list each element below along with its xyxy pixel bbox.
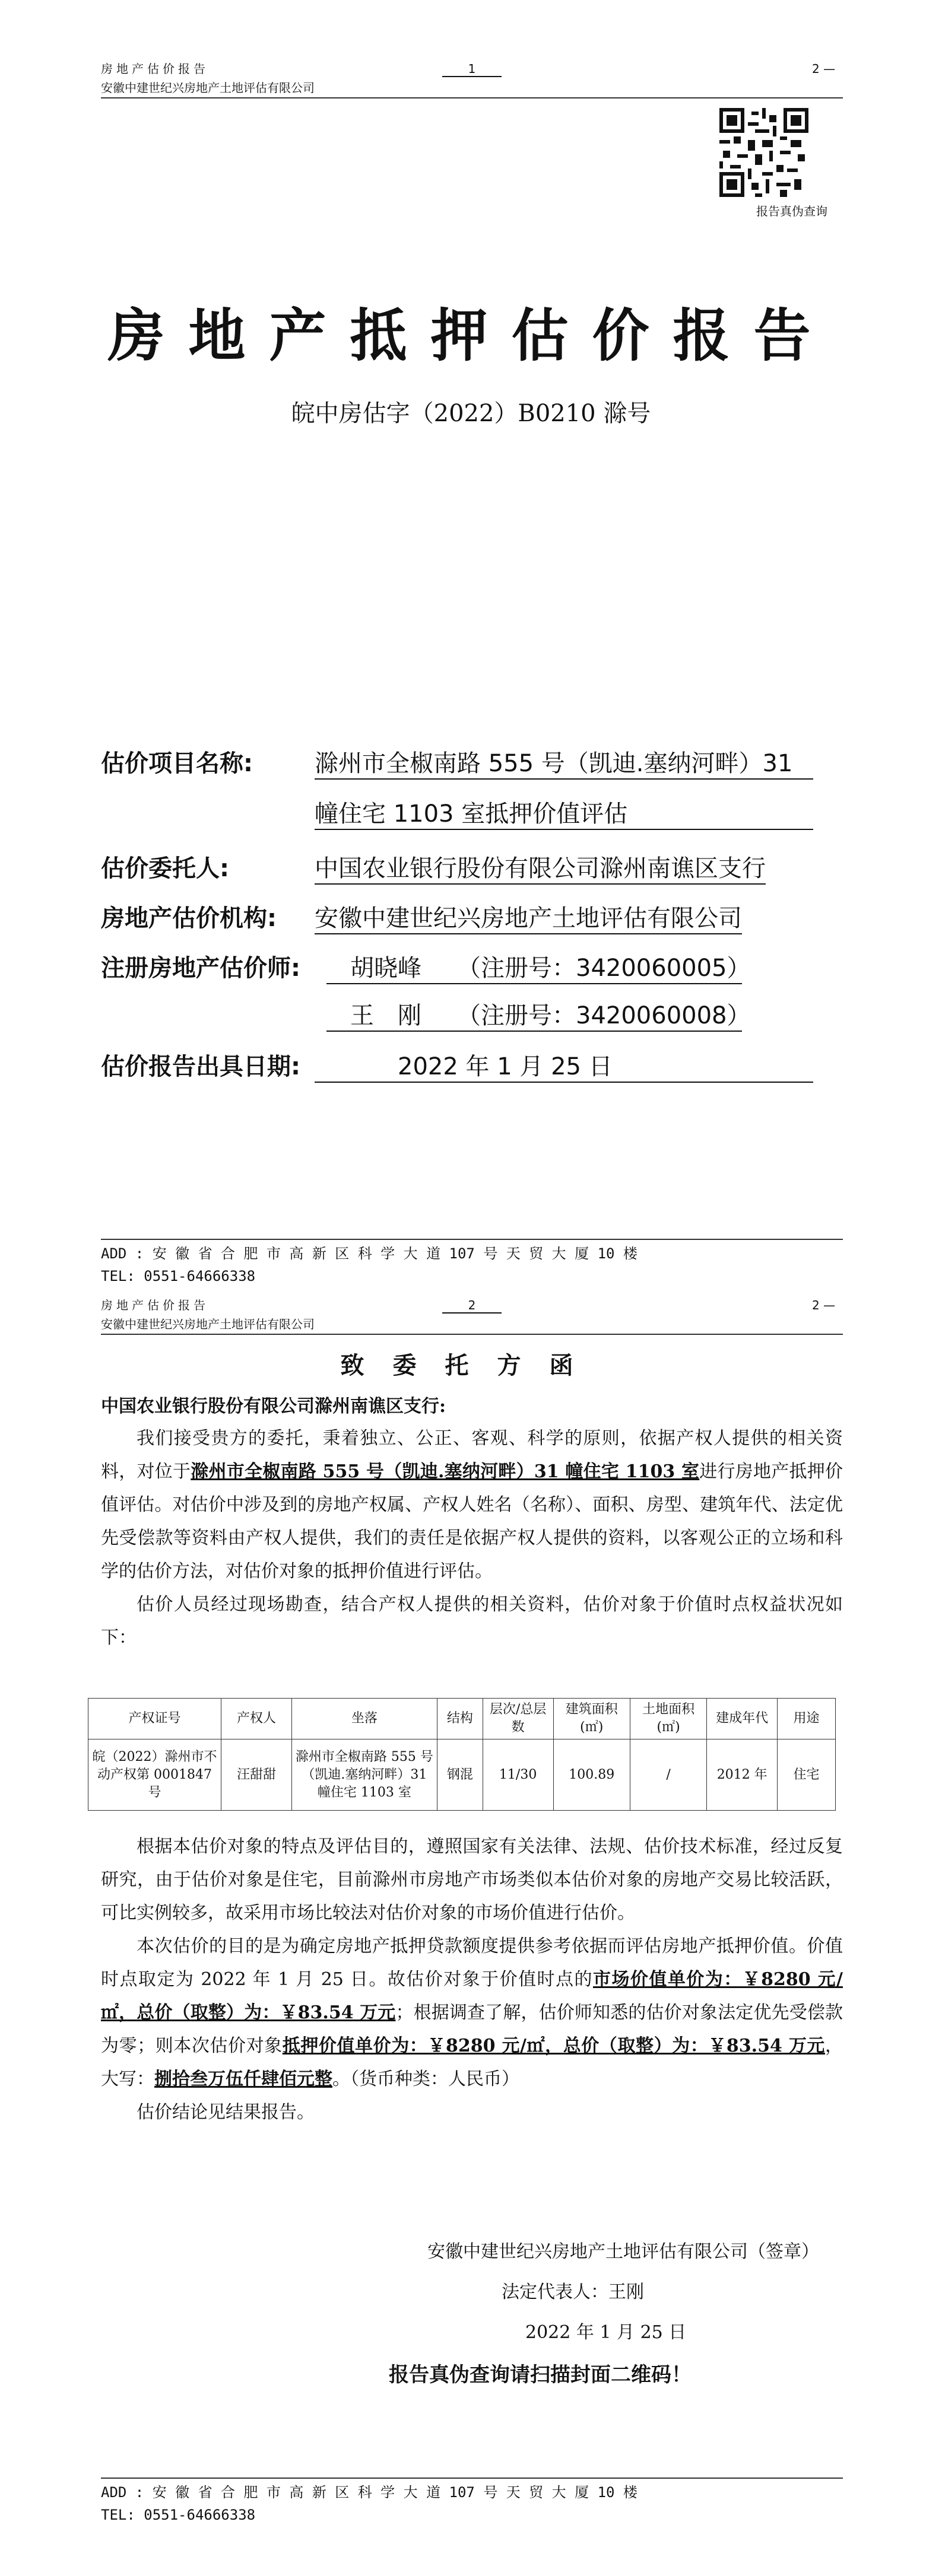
date-value-wrap [315, 1048, 813, 1083]
cell-floor: 11/30 [483, 1739, 553, 1811]
mortgage-value: 抵押价值单价为：￥8280 元/㎡，总价（取整）为：￥83.54 万元 [282, 2036, 825, 2056]
sign-date: 2022 年 1 月 25 日 [525, 2322, 687, 2343]
date-row [101, 1048, 300, 1082]
para4-a: 本次估价的目的是为确定房地产抵押贷款额度提供参考依据而评估房地产抵押价值。价值时点取定为 2022 年 1 月 25 日。故估价对象于价值时点的 [101, 1936, 843, 1990]
cell-area: 100.89 [553, 1739, 630, 1811]
table-row [88, 1739, 836, 1811]
agency-value: 安徽中建世纪兴房地产土地评估有限公司 [315, 899, 742, 934]
report-title: 房地产抵押估价报告 [107, 302, 835, 369]
th-area: 建筑面积(㎡) [553, 1699, 630, 1739]
th-structure: 结构 [437, 1699, 483, 1739]
para1-c: 进行房地产抵押价值评估。对估价中涉及到的房地产权属、产权人姓名（名称）、面积、房型、建筑年代、法定优先受偿款等资料由产权人提供，我们的责任是依据产权人提供的资料，以客观公正的立场和科学的估价方法，对估价对象的抵押价值进行评估。 [101, 1461, 843, 1582]
project-value [315, 745, 813, 780]
qr-code-icon [719, 108, 808, 197]
header-doc-type: 房地产估价报告 [101, 62, 209, 76]
th-land-area: 土地面积(㎡) [630, 1699, 706, 1739]
para4-e: ，大写： [101, 2036, 843, 2090]
page-total-2: 2 — [812, 1298, 836, 1312]
cell-location: 滁州市全椒南路 555 号（凯迪.塞纳河畔）31 幢住宅 1103 室 [291, 1739, 437, 1811]
project-value-2 [315, 795, 813, 830]
cell-land-area: / [630, 1739, 706, 1811]
footer-address-2: ADD : 安 徽 省 合 肥 市 高 新 区 科 学 大 道 107 号 天 贸 大 厦 10 楼 [101, 2484, 637, 2501]
th-cert: 产权证号 [88, 1699, 221, 1739]
footer-address: ADD : 安 徽 省 合 肥 市 高 新 区 科 学 大 道 107 号 天 贸 大 厦 10 楼 [101, 1245, 637, 1262]
th-floor: 层次/总层数 [483, 1699, 553, 1739]
para1-a: 我们接受贵方的委托，秉着独立、公正、客观、科学的原则，依据产权人提供的相关资料，对位于 [101, 1428, 843, 1482]
qr-label: 报告真伪查询 [756, 204, 827, 218]
footer-tel: TEL: 0551-64666338 [101, 1268, 256, 1284]
para-see-report: 估价结论见结果报告。 [137, 2102, 315, 2123]
cell-cert: 皖（2022）滁州市不动产权第 0001847 号 [88, 1739, 221, 1811]
client-label: 估价委托人: [101, 855, 229, 882]
appraiser-2: 王 刚 （注册号：3420060008） [326, 997, 742, 1032]
property-table [88, 1698, 836, 1811]
para4-g: 。（货币种类：人民币） [332, 2069, 519, 2090]
verify-note: 报告真伪查询请扫描封面二维码！ [389, 2363, 692, 2387]
project-label: 估价项目名称: [101, 750, 253, 777]
header-company: 安徽中建世纪兴房地产土地评估有限公司 [101, 81, 315, 95]
para-conclusion [101, 1930, 843, 2096]
project-value-line1: 滁州市全椒南路 555 号（凯迪.塞纳河畔）31 [315, 745, 813, 780]
para-intro [101, 1422, 843, 1588]
cell-structure: 钢混 [437, 1739, 483, 1811]
agency-value-wrap [315, 899, 742, 934]
th-owner: 产权人 [221, 1699, 292, 1739]
appraiser1-wrap [326, 949, 751, 984]
appraiser2-wrap [326, 997, 751, 1032]
header-doc-type-2: 房地产估价报告 [101, 1298, 209, 1312]
client-value-wrap [315, 850, 766, 885]
agency-label: 房地产估价机构: [101, 905, 277, 932]
report-number: 皖中房估字（2022）B0210 滁号 [291, 400, 651, 427]
page-number-2: 2 [442, 1298, 502, 1314]
project-row [101, 745, 253, 778]
property-address: 滁州市全椒南路 555 号（凯迪.塞纳河畔）31 幢住宅 1103 室 [191, 1461, 700, 1482]
page-total: 2 — [812, 62, 836, 76]
header-company-2: 安徽中建世纪兴房地产土地评估有限公司 [101, 1317, 315, 1331]
appraiser-label: 注册房地产估价师: [101, 955, 300, 982]
project-value-line2: 幢住宅 1103 室抵押价值评估 [315, 795, 813, 830]
date-label: 估价报告出具日期: [101, 1053, 300, 1080]
appraiser-row [101, 949, 300, 983]
value-in-words: 捌拾叁万伍仟肆佰元整 [154, 2069, 332, 2090]
client-value: 中国农业银行股份有限公司滁州南谯区支行 [315, 850, 766, 885]
footer-tel-2: TEL: 0551-64666338 [101, 2507, 256, 2523]
header-divider-2 [101, 1334, 843, 1335]
appraiser-1: 胡晓峰 （注册号：3420060005） [326, 949, 742, 984]
para-method: 根据本估价对象的特点及评估目的，遵照国家有关法律、法规、估价技术标准，经过反复研究，由于估价对象是住宅，目前滁州市房地产市场类似本估价对象的房地产交易比较活跃，可比实例较多，故采用市场比较法对估价对象的市场价值进行估价。 [101, 1836, 843, 1923]
header-divider [101, 97, 843, 98]
letter-title: 致委托方函 [340, 1351, 602, 1379]
para-survey: 估价人员经过现场勘查，结合产权人提供的相关资料，估价对象于价值时点权益状况如下： [101, 1594, 843, 1648]
date-value: 2022 年 1 月 25 日 [315, 1048, 813, 1083]
salutation: 中国农业银行股份有限公司滁州南谯区支行: [101, 1396, 446, 1417]
para4-c: ；根据调查了解，估价师知悉的估价对象法定优先受偿款为零；则本次估价对象 [101, 2002, 843, 2056]
footer-divider-2 [101, 2478, 843, 2479]
sign-representative: 法定代表人：王刚 [502, 2282, 644, 2303]
page-number: 1 [442, 62, 502, 77]
footer-divider [101, 1239, 843, 1240]
agency-row [101, 899, 277, 933]
cell-owner: 汪甜甜 [221, 1739, 292, 1811]
client-row [101, 850, 229, 883]
cell-year: 2012 年 [707, 1739, 778, 1811]
market-value: 市场价值单价为：￥8280 元/㎡，总价（取整）为：￥83.54 万元 [101, 1969, 843, 2023]
th-location: 坐落 [291, 1699, 437, 1739]
sign-company: 安徽中建世纪兴房地产土地评估有限公司（签章） [427, 2241, 819, 2262]
th-use: 用途 [778, 1699, 836, 1739]
th-year: 建成年代 [707, 1699, 778, 1739]
cell-use: 住宅 [778, 1739, 836, 1811]
